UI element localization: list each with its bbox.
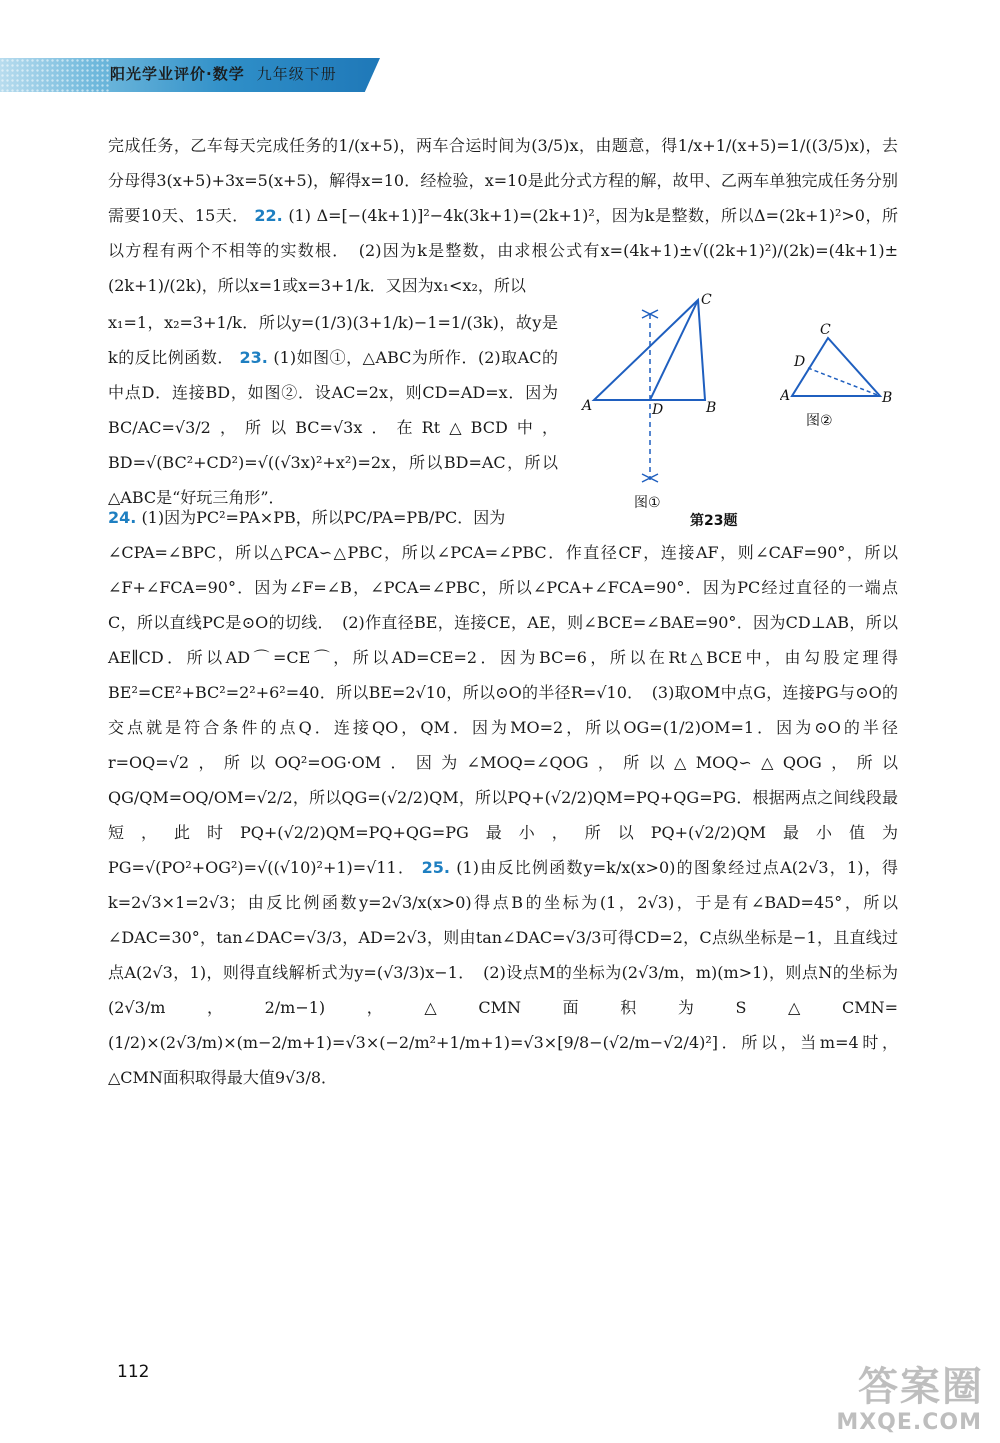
answer-block-narrow xyxy=(108,305,558,515)
question-number-23: 23. xyxy=(239,348,268,367)
label-d: D xyxy=(652,402,664,418)
label-a: A xyxy=(582,398,593,414)
figure-group-caption: 第23题 xyxy=(690,513,738,529)
answer-24-intro xyxy=(108,500,558,535)
answer-block-top xyxy=(108,128,898,303)
watermark-logo xyxy=(810,1355,990,1435)
figure-1-triangle xyxy=(580,290,730,510)
answer-24-part-a: (1)因为PC²=PA×PB，所以PC/PA=PB/PC．因为 xyxy=(141,508,506,527)
book-title: 阳光学业评价·数学 xyxy=(110,65,245,83)
label-c: C xyxy=(701,292,712,308)
answer-25: (1)由反比例函数y=k/x(x>0)的图象经过点A(2√3，1)，得k=2√3×1=2√3；由反比例函数y=2√3/x(x>0)得点B的坐标为(1，2√3)，于是有∠BAD=45°，所以∠DAC=30°，tan∠DAC=√3/3，AD=2√3，则由tan∠DAC=√3/3可得CD=2，C点纵坐标是−1，且直线过点A(2√3，1)，则得直线解析式为y=(√3/3)x−1． (2)设点M的坐标为(2√3/m，m)(m>1)，则点N的坐标为(2√3/m，2/m−1)，△CMN面积为S△CMN=(1/2)×(2√3/m)×(m−2/m+1)=√3×(−2/m²+1/m+1)=√3×[9/8−(√2/m−√2/4)²]．所以，当m=4时，△CMN面积取得最大值9√3/8． xyxy=(108,858,898,1087)
segment-bd xyxy=(808,368,880,396)
question-number-22: 22. xyxy=(254,206,283,225)
answer-22: (1) Δ=[−(4k+1)]²−4k(3k+1)=(2k+1)²，因为k是整数，所以Δ=(2k+1)²>0，所以方程有两个不相等的实数根． (2)因为k是整数，由求根公式有x=(4k+1)±√((2k+1)²)/(2k)=(4k+1)±(2k+1)/(2k)，所以x=1或x=3+1/k．又因为x₁<x₂，所以 xyxy=(108,206,898,295)
grade-label: 九年级下册 xyxy=(256,65,337,83)
label-d-2: D xyxy=(794,354,806,370)
question-number-25: 25. xyxy=(421,858,450,877)
answer-23: (1)如图①，△ABC为所作．(2)取AC的中点D．连接BD，如图②．设AC=2x，则CD=AD=x．因为BC/AC=√3/2，所以BC=√3x．在Rt△BCD中，BD=√(BC²+CD²)=√((√3x)²+x²)=2x，所以BD=AC，所以△ABC是“好玩三角形”． xyxy=(108,348,558,507)
answer-block-bottom xyxy=(108,535,898,1095)
figure-2-triangle xyxy=(780,320,900,410)
watermark-site-text: MXQE.COM xyxy=(836,1410,982,1435)
answer-22-continued: x₁=1，x₂=3+1/k．所以y=(1/3)(3+1/k)−1=1/(3k)，故y是k的反比例函数． xyxy=(108,313,558,367)
arc-mark-bottom xyxy=(642,474,658,482)
label-b-2: B xyxy=(882,390,893,406)
watermark-main-text: 答案圈 xyxy=(858,1364,984,1410)
header-dot-pattern xyxy=(0,58,110,92)
label-c-2: C xyxy=(820,322,831,338)
figure-2-caption: 图② xyxy=(806,413,833,429)
label-a-2: A xyxy=(780,388,791,404)
page-number: 112 xyxy=(117,1362,150,1382)
label-b: B xyxy=(706,400,717,416)
header-title xyxy=(110,63,337,84)
figure-1-caption: 图① xyxy=(634,495,661,511)
paragraph-continuation: 完成任务，乙车每天完成任务的1/(x+5)，两车合运时间为(3/5)x，由题意，得1/x+1/(x+5)=1/((3/5)x)，去分母得3(x+5)+3x=5(x+5)，解得x=10．经检验，x=10是此分式方程的解，故甲、乙两车单独完成任务分别需要10天、15天． xyxy=(108,136,898,225)
segment-dc xyxy=(650,300,698,400)
answer-24-part-b: ∠CPA=∠BPC，所以△PCA∽△PBC，所以∠PCA=∠PBC．作直径CF，连接AF，则∠CAF=90°，所以∠F+∠FCA=90°．因为∠F=∠B，∠PCA=∠PBC，所以∠PCA+∠FCA=90°．因为PC经过直径的一端点C，所以直线PC是⊙O的切线． (2)作直径BE，连接CE，AE，则∠BCE=∠BAE=90°．因为CD⊥AB，所以AE∥CD．所以AD⌒=CE⌒，所以AD=CE=2．因为BC=6，所以在Rt△BCE中，由勾股定理得BE²=CE²+BC²=2²+6²=40．所以BE=2√10，所以⊙O的半径R=√10． (3)取OM中点G，连接PG与⊙O的交点就是符合条件的点Q．连接QO，QM．因为MO=2，所以OG=(1/2)OM=1．因为⊙O的半径r=OQ=√2，所以OQ²=OG·OM．因为∠MOQ=∠QOG，所以△MOQ∽△QOG，所以QG/QM=OQ/OM=√2/2，所以QG=(√2/2)QM，所以PQ+(√2/2)QM=PQ+QG=PG．根据两点之间线段最短，此时PQ+(√2/2)QM=PQ+QG=PG最小，所以PQ+(√2/2)QM最小值为PG=√(PO²+OG²)=√((√10)²+1)=√11． xyxy=(108,543,898,877)
question-number-24: 24. xyxy=(108,508,137,527)
